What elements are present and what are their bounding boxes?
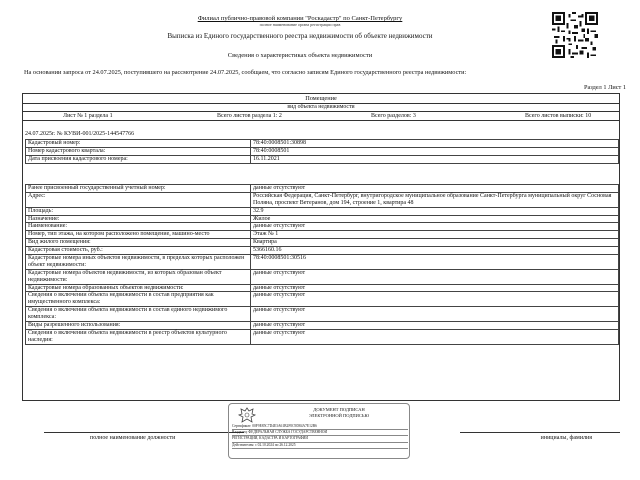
sheet-info-row: [23, 112, 619, 121]
row-label: Сведения о включении объекта недвижимости в состав единого недвижимого комплекса:: [26, 307, 251, 322]
row-label: Сведения о включении объекта недвижимости в состав предприятия как имущественного комплекса:: [26, 292, 251, 307]
table-row: [26, 269, 619, 284]
row-label: Кадастровый номер:: [26, 140, 251, 148]
extract-frame: [22, 93, 620, 401]
table-row: [26, 207, 619, 215]
table-row: [26, 192, 619, 207]
row-label: Ранее присвоенный государственный учетный номер:: [26, 185, 251, 193]
row-value: данные отсутствуют: [251, 185, 619, 193]
stamp-details: [232, 424, 408, 449]
row-label: Кадастровая стоимость, руб.:: [26, 247, 251, 255]
row-label: Кадастровые номера иных объектов недвижимости, в пределах которых расположен объект недвижимости:: [26, 255, 251, 270]
e-signature-stamp: [228, 403, 410, 459]
row-value: 16.11.2021: [251, 156, 619, 164]
position-caption: полное наименование должности: [90, 435, 176, 441]
stamp-title: [279, 407, 399, 419]
stamp-certificate: Сертификат: 00F9E85C7D4E3A61B2F0C9D84A7E12B6: [232, 424, 408, 430]
table-row: [26, 322, 619, 330]
table-row: [26, 284, 619, 292]
row-value: Этаж № 1: [251, 231, 619, 239]
stamp-title-line: ЭЛЕКТРОННОЙ ПОДПИСЬЮ: [308, 412, 370, 418]
row-label: Вид жилого помещения:: [26, 239, 251, 247]
stamp-owner-cont: РЕГИСТРАЦИИ, КАДАСТРА И КАРТОГРАФИИ: [232, 436, 408, 442]
sections-total: Всего разделов: 3: [371, 113, 416, 119]
row-value: Российская Федерация, Санкт-Петербург, внутригородское муниципальное образование Санкт-Петербурга муниципальный округ Сосновая Поляна, проспект Ветеранов, дом 194, строение 1, квартира 48: [251, 192, 619, 207]
row-label: Назначение:: [26, 215, 251, 223]
table-row: [26, 223, 619, 231]
name-line: [460, 432, 620, 433]
row-value: 78:40:0008501: [251, 148, 619, 156]
row-value: 78:40:0008501:30898: [251, 140, 619, 148]
row-label: Адрес:: [26, 192, 251, 207]
row-label: Номер, тип этажа, на котором расположено помещение, машино-место: [26, 231, 251, 239]
row-label: Дата присвоения кадастрового номера:: [26, 156, 251, 164]
row-label: Виды разрешенного использования:: [26, 322, 251, 330]
position-line: [44, 432, 244, 433]
request-statement: На основании запроса от 24.07.2025, поступившего на рассмотрение 24.07.2025, сообщаем, что согласно записям Единого государственного реестра недвижимости:: [24, 69, 467, 76]
row-value: данные отсутствуют: [251, 329, 619, 344]
row-value: данные отсутствуют: [251, 269, 619, 284]
row-value: данные отсутствуют: [251, 223, 619, 231]
row-label: Площадь:: [26, 207, 251, 215]
table-row: [26, 329, 619, 344]
table-row: [26, 255, 619, 270]
row-value: Жилое: [251, 215, 619, 223]
table-row: [26, 156, 619, 164]
row-value: Квартира: [251, 239, 619, 247]
row-value: данные отсутствуют: [251, 307, 619, 322]
section-title: Сведения о характеристиках объекта недвижимости: [227, 52, 373, 60]
coat-of-arms-icon: [237, 406, 257, 424]
object-kind-caption: вид объекта недвижимости: [23, 104, 619, 112]
table-row: [26, 215, 619, 223]
document-number: 24.07.2025г. № КУВИ-001/2025-144547766: [25, 131, 135, 137]
table-row: [26, 231, 619, 239]
stamp-owner: Владелец: ФЕДЕРАЛЬНАЯ СЛУЖБА ГОСУДАРСТВЕННОЙ: [232, 430, 408, 436]
row-value: данные отсутствуют: [251, 284, 619, 292]
org-name: Филиал публично-правовой компании "Роскадастр" по Санкт-Петербургу: [197, 15, 403, 22]
org-subtitle: полное наименование органа регистрации прав: [259, 22, 341, 28]
sheet-number: Лист № 1 раздела 1: [63, 113, 113, 119]
table-row: [26, 185, 619, 193]
row-value: 78:40:0008501:30516: [251, 255, 619, 270]
row-value: 5366160.16: [251, 247, 619, 255]
row-value: данные отсутствуют: [251, 322, 619, 330]
stamp-validity: Действителен: с 02.10.2024 по 26.12.2025: [232, 443, 408, 449]
stamp-title-line: ДОКУМЕНТ ПОДПИСАН: [313, 407, 365, 412]
row-value: данные отсутствуют: [251, 292, 619, 307]
cadastral-table: [25, 139, 619, 164]
row-value: 32.9: [251, 207, 619, 215]
qr-code-icon: [552, 12, 598, 58]
characteristics-table: [25, 184, 619, 345]
sheets-total: Всего листов выписки: 10: [525, 113, 592, 119]
sheets-in-section: Всего листов раздела 1: 2: [217, 113, 282, 119]
table-row: [26, 239, 619, 247]
page-number: Раздел 1 Лист 1: [583, 84, 626, 91]
row-label: Сведения о включении объекта недвижимости в реестр объектов культурного наследия:: [26, 329, 251, 344]
table-row: [26, 292, 619, 307]
row-label: Кадастровые номера объектов недвижимости, из которых образован объект недвижимости:: [26, 269, 251, 284]
row-label: Кадастровые номера образованных объектов недвижимости:: [26, 284, 251, 292]
document-header: [40, 15, 560, 60]
document-title: Выписка из Единого государственного реестра недвижимости об объекте недвижимости: [167, 32, 433, 41]
table-row: [26, 140, 619, 148]
table-row: [26, 247, 619, 255]
object-kind: Помещение: [23, 94, 619, 104]
name-caption: инициалы, фамилия: [540, 435, 592, 441]
table-row: [26, 148, 619, 156]
row-label: Наименование:: [26, 223, 251, 231]
table-row: [26, 307, 619, 322]
row-label: Номер кадастрового квартала:: [26, 148, 251, 156]
